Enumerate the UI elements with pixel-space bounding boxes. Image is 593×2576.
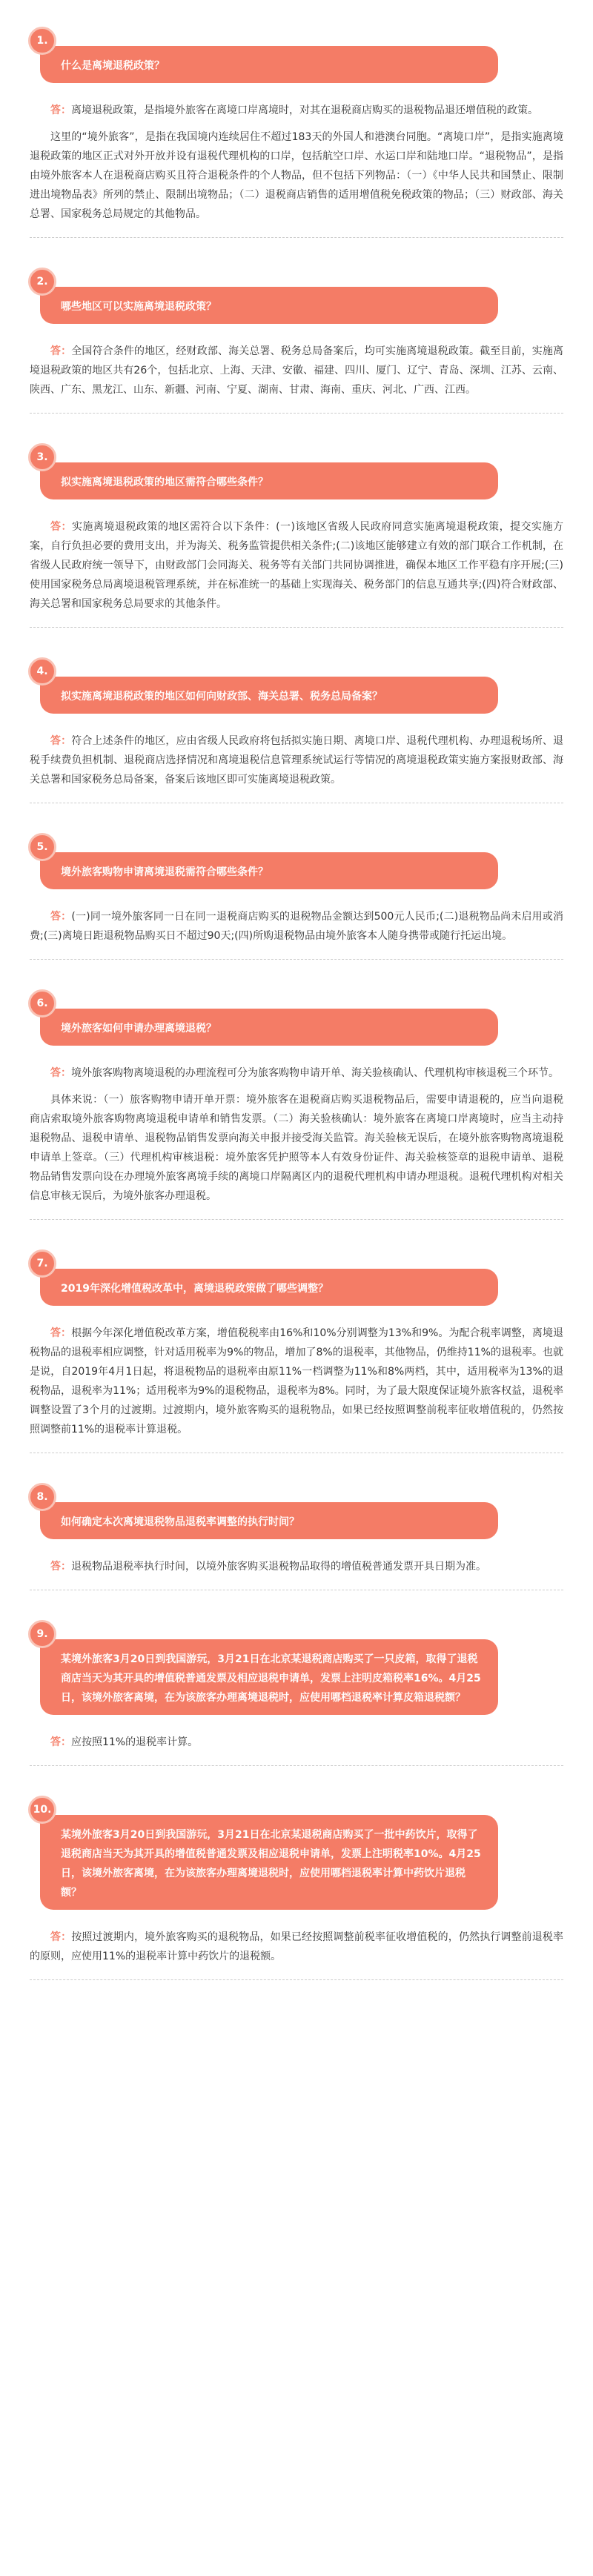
faq-item (30, 657, 563, 803)
answer-block (30, 342, 563, 414)
question-number-badge: 10. (28, 1796, 56, 1824)
answer-paragraph (30, 517, 563, 614)
question-text: 2019年深化增值税改革中，离境退税政策做了哪些调整？ (61, 1283, 328, 1295)
faq-item (30, 27, 563, 238)
answer-block (30, 101, 563, 238)
faq-item (30, 1483, 563, 1590)
question-number-badge: 6. (28, 989, 56, 1018)
answer-paragraph (30, 731, 563, 789)
answer-block (30, 1928, 563, 1980)
answer-paragraph (30, 1928, 563, 1966)
question-number-badge: 3. (28, 443, 56, 471)
answer-block (30, 1324, 563, 1453)
faq-item (30, 989, 563, 1220)
answer-text: 境外旅客购物离境退税的办理流程可分为旅客购物申请开单、海关验核确认、代理机构审核退税三个环节。 (71, 1067, 559, 1079)
question-box (40, 1502, 498, 1539)
question-number-badge: 5. (28, 833, 56, 861)
question-box (40, 1815, 498, 1910)
answer-label: 答： (50, 735, 72, 747)
question-box (40, 46, 498, 83)
faq-item (30, 1249, 563, 1453)
faq-item (30, 1796, 563, 1980)
faq-spacer (0, 1766, 593, 1796)
answer-detail-paragraph: 这里的“境外旅客”，是指在我国境内连续居住不超过183天的外国人和港澳台同胞。“离境口岸”，是指实施离境退税政策的地区正式对外开放并设有退税代理机构的口岸，包括航空口岸、水运口岸和陆地口岸。“退税物品”，是指由境外旅客本人在退税商店购买且符合退税条件的个人物品，但不包括下列物品：（一）《中华人民共和国禁止、限制进出境物品表》所列的禁止、限制出境物品；（二）退税商店销售的适用增值税免税政策的物品；（三）财政部、海关总署、国家税务总局规定的其他物品。 (30, 131, 563, 220)
answer-text: 全国符合条件的地区，经财政部、海关总署、税务总局备案后，均可实施离境退税政策。截至目前，实施离境退税政策的地区共有26个，包括北京、上海、天津、安徽、福建、四川、厦门、辽宁、青岛、深圳、江苏、云南、陕西、广东、黑龙江、山东、新疆、河南、宁夏、湖南、甘肃、海南、重庆、河北、广西、江西。 (30, 345, 563, 396)
answer-block (30, 1733, 563, 1766)
faq-spacer (0, 1220, 593, 1249)
faq-spacer (0, 1453, 593, 1483)
answer-detail-paragraph: 具体来说：（一）旅客购物申请开单开票：境外旅客在退税商店购买退税物品后，需要申请退税的，应当向退税商店索取境外旅客购物离境退税申请单和销售发票。（二）海关验核确认：境外旅客在离境口岸离境时，应当主动持退税物品、退税申请单、退税物品销售发票向海关申报并接受海关监管。海关验核无误后，在境外旅客购物离境退税申请单上签章。（三）代理机构审核退税：境外旅客凭护照等本人有效身份证件、海关验核签章的退税申请单、退税物品销售发票向设在办理境外旅客离境手续的离境口岸隔离区内的退税代理机构申请办理退税。退税代理机构对相关信息审核无误后，为境外旅客办理退税。 (30, 1094, 563, 1202)
answer-paragraph (30, 907, 563, 946)
question-text: 如何确定本次离境退税物品退税率调整的执行时间？ (61, 1516, 299, 1528)
answer-label: 答： (50, 1931, 72, 1943)
answer-text: (一)同一境外旅客同一日在同一退税商店购买的退税物品金额达到500元人民币;(二)退税物品尚未启用或消费;(三)离境日距退税物品购买日不超过90天;(四)所购退税物品由境外旅客本人随身携带或随行托运出境。 (30, 911, 563, 942)
question-text: 境外旅客购物申请离境退税需符合哪些条件？ (61, 866, 268, 878)
question-text: 什么是离境退税政策？ (61, 60, 165, 72)
answer-text: 退税物品退税率执行时间，以境外旅客购买退税物品取得的增值税普通发票开具日期为准。 (71, 1561, 486, 1573)
question-box (40, 287, 498, 324)
question-number-badge: 2. (28, 268, 56, 296)
question-text: 拟实施离境退税政策的地区需符合哪些条件？ (61, 477, 268, 488)
faq-list (0, 27, 593, 1980)
faq-spacer (0, 628, 593, 657)
question-box (40, 1269, 498, 1306)
answer-paragraph (30, 1733, 563, 1752)
answer-label: 答： (50, 104, 71, 116)
answer-text: 离境退税政策，是指境外旅客在离境口岸离境时，对其在退税商店购买的退税物品退还增值税的政策。 (71, 104, 538, 116)
answer-paragraph (30, 342, 563, 399)
question-text: 某境外旅客3月20日到我国游玩，3月21日在北京某退税商店购买了一批中药饮片，取得了退税商店当天为其开具的增值税普通发票及相应退税申请单，发票上注明税率10%。4月25日，该境外旅客离境，在为该旅客办理离境退税时，应使用哪档退税率计算中药饮片退税额？ (61, 1829, 481, 1899)
faq-spacer (0, 238, 593, 268)
question-number-badge: 8. (28, 1483, 56, 1511)
answer-label: 答： (50, 1067, 71, 1079)
faq-item (30, 443, 563, 628)
answer-text: 符合上述条件的地区，应由省级人民政府将包括拟实施日期、离境口岸、退税代理机构、办理退税场所、退税手续费负担机制、退税商店选择情况和离境退税信息管理系统试运行等情况的离境退税政策实施方案报财政部、海关总署和国家税务总局备案，备案后该地区即可实施离境退税政策。 (30, 735, 563, 786)
answer-text: 按照过渡期内，境外旅客购买的退税物品，如果已经按照调整前税率征收增值税的，仍然执行调整前退税率的原则，应使用11%的退税率计算中药饮片的退税额。 (30, 1931, 563, 1962)
question-box (40, 852, 498, 889)
question-number-badge: 7. (28, 1249, 56, 1278)
question-box (40, 1009, 498, 1046)
question-box (40, 677, 498, 714)
answer-paragraph (30, 1557, 563, 1576)
question-box (40, 1639, 498, 1715)
answer-paragraph (30, 101, 563, 120)
question-text: 拟实施离境退税政策的地区如何向财政部、海关总署、税务总局备案？ (61, 691, 382, 703)
question-text: 某境外旅客3月20日到我国游玩，3月21日在北京某退税商店购买了一只皮箱，取得了退税商店当天为其开具的增值税普通发票及相应退税申请单，发票上注明皮箱税率16%。4月25日，该境外旅客离境，在为该旅客办理离境退税时，应使用哪档退税率计算皮箱退税额？ (61, 1653, 481, 1704)
question-text: 境外旅客如何申请办理离境退税？ (61, 1023, 216, 1035)
answer-label: 答： (50, 1561, 71, 1573)
faq-item (30, 1620, 563, 1766)
answer-label: 答： (50, 521, 72, 533)
faq-item (30, 833, 563, 960)
answer-block (30, 907, 563, 960)
question-number-badge: 4. (28, 657, 56, 686)
answer-label: 答： (50, 345, 72, 357)
answer-label: 答： (50, 911, 72, 923)
answer-block (30, 731, 563, 803)
answer-label: 答： (50, 1736, 71, 1748)
answer-block (30, 1557, 563, 1590)
faq-item (30, 268, 563, 414)
answer-block (30, 517, 563, 628)
answer-paragraph (30, 1063, 563, 1083)
answer-text: 应按照11%的退税率计算。 (71, 1736, 199, 1748)
question-number-badge: 9. (28, 1620, 56, 1648)
answer-text: 根据今年深化增值税改革方案，增值税税率由16%和10%分别调整为13%和9%。为配合税率调整，离境退税物品的退税率相应调整，针对适用税率为9%的物品，增加了8%的退税率，其他物品，仍维持11%的退税率。也就是说，自2019年4月1日起，将退税物品的退税率由原11%一档调整为11%和8%两档，其中，适用税率为13%的退税物品，退税率为11%；适用税率为9%的退税物品，退税率为8%。同时，为了最大限度保证境外旅客权益，退税率调整设置了3个月的过渡期。过渡期内，境外旅客购买的退税物品，如果已经按照调整前税率征收增值税的，仍然按照调整前11%的退税率计算退税。 (30, 1327, 564, 1435)
answer-text: 实施离境退税政策的地区需符合以下条件：(一)该地区省级人民政府同意实施离境退税政策，提交实施方案，自行负担必要的费用支出，并为海关、税务监管提供相关条件;(二)该地区能够建立有效的部门联合工作机制，在省级人民政府统一领导下，由财政部门会同海关、税务等有关部门共同协调推进，确保本地区工作平稳有序开展;(三)使用国家税务总局离境退税管理系统，并在标准统一的基础上实现海关、税务部门的信息互通共享;(四)符合财政部、海关总署和国家税务总局要求的其他条件。 (30, 521, 564, 610)
question-text: 哪些地区可以实施离境退税政策？ (61, 301, 216, 313)
faq-spacer (0, 414, 593, 443)
answer-label: 答： (50, 1327, 72, 1339)
question-number-badge: 1. (28, 27, 56, 55)
question-box (40, 462, 498, 499)
answer-block (30, 1063, 563, 1220)
answer-paragraph (30, 1324, 563, 1439)
faq-spacer (0, 960, 593, 989)
faq-spacer (0, 1590, 593, 1620)
faq-spacer (0, 803, 593, 833)
